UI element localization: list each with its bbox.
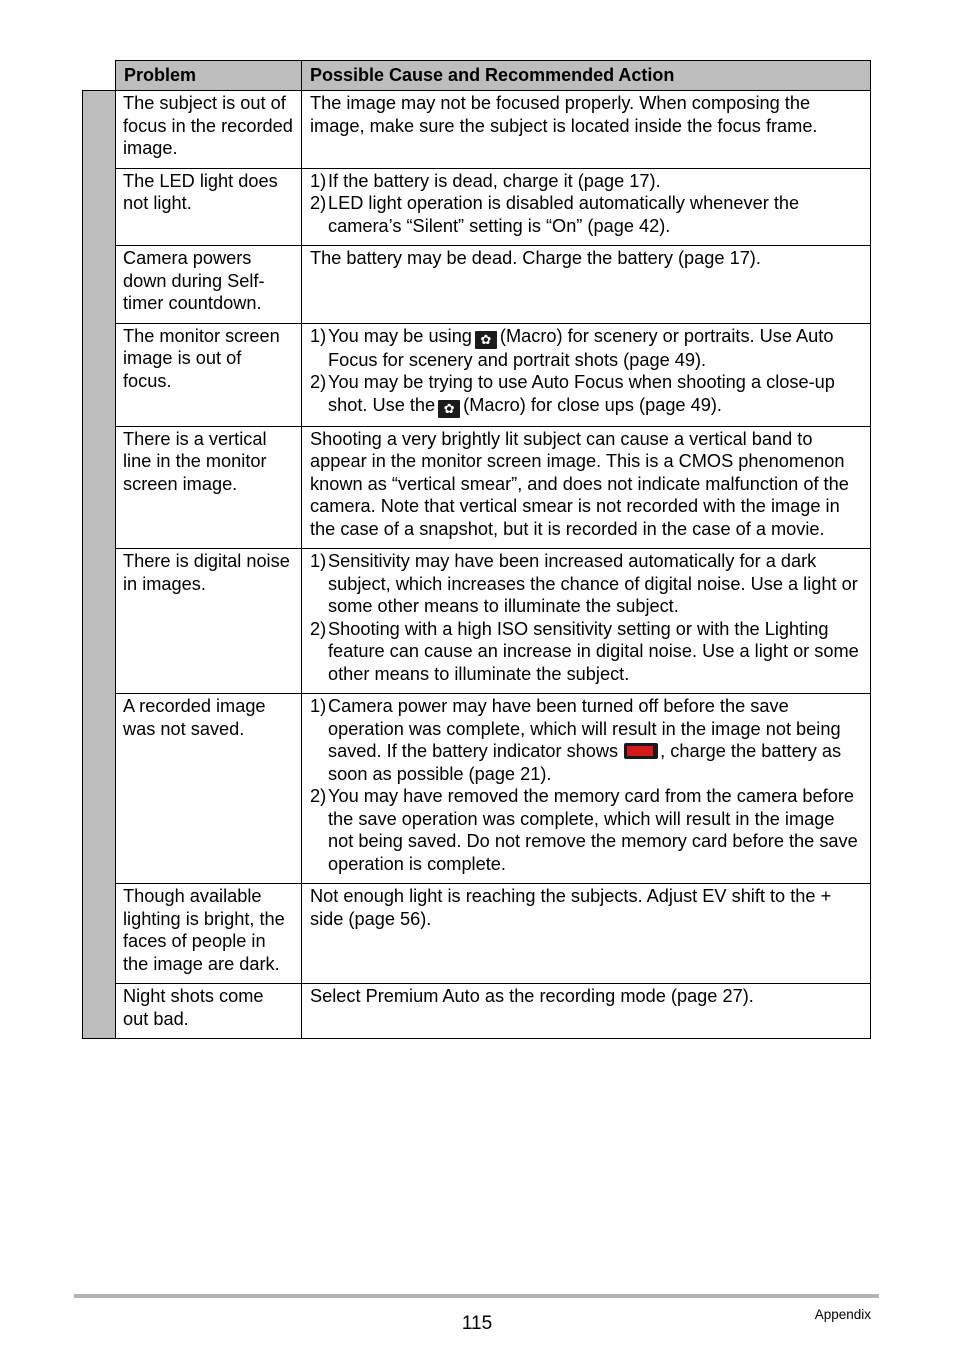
item-text: , charge the battery as soon as possible (page 21). (328, 741, 842, 784)
action-item (310, 170, 862, 193)
item-text: You may have removed the memory card from the camera before the save operation was complete, which will result in the image not being saved. Do not remove the memory card before the save operation is complete. (328, 786, 858, 874)
macro-icon: ✿ (438, 400, 460, 418)
action-item (310, 371, 862, 418)
action-item (310, 550, 862, 618)
action-cell (302, 168, 871, 246)
table-row (83, 884, 871, 984)
item-number: 2) (310, 618, 327, 639)
problem-cell: A recorded image was not saved. (116, 694, 302, 884)
macro-icon: ✿ (475, 331, 497, 349)
table-row (83, 984, 871, 1039)
action-cell: The battery may be dead. Charge the battery (page 17). (302, 246, 871, 324)
page-number: 115 (461, 1313, 493, 1334)
problem-cell: Though available lighting is bright, the faces of people in the image are dark. (116, 884, 302, 984)
table-row (83, 168, 871, 246)
problem-cell: There is a vertical line in the monitor screen image. (116, 426, 302, 549)
problem-cell: Camera powers down during Self-timer countdown. (116, 246, 302, 324)
header-problem: Problem (116, 61, 302, 91)
item-number: 1) (310, 170, 327, 191)
problem-cell: The LED light does not light. (116, 168, 302, 246)
action-cell: Select Premium Auto as the recording mode (page 27). (302, 984, 871, 1039)
problem-cell: The monitor screen image is out of focus. (116, 323, 302, 426)
item-text: Sensitivity may have been increased automatically for a dark subject, which increases the chance of digital noise. Use a light or some other means to illuminate the subject. (328, 551, 858, 616)
item-number: 2) (310, 372, 327, 392)
action-item (310, 695, 862, 785)
item-text: You may be using (328, 325, 472, 346)
action-cell (302, 323, 871, 426)
table-row (83, 323, 871, 426)
battery-low-icon (624, 743, 658, 759)
problem-cell: The subject is out of focus in the recorded image. (116, 91, 302, 169)
action-cell: Not enough light is reaching the subjects. Adjust EV shift to the + side (page 56). (302, 884, 871, 984)
table-row (83, 694, 871, 884)
action-item (310, 325, 862, 372)
table-row (83, 91, 871, 169)
action-cell (302, 549, 871, 694)
action-item (310, 785, 862, 875)
problem-cell: There is digital noise in images. (116, 549, 302, 694)
side-tab-blank (83, 61, 116, 91)
action-item (310, 192, 862, 237)
item-text: You may be trying to use Auto Focus when shooting a close-up shot. Use the (328, 372, 835, 415)
item-text: (Macro) for scenery or portraits. Use Auto Focus for scenery and portrait shots (page 49). (328, 325, 834, 370)
action-item (310, 618, 862, 686)
item-number: 2) (310, 786, 327, 806)
item-number: 1) (310, 696, 327, 716)
problem-cell: Night shots come out bad. (116, 984, 302, 1039)
table-row (83, 246, 871, 324)
item-text: If the battery is dead, charge it (page 17). (328, 170, 661, 191)
item-number: 1) (310, 325, 327, 346)
item-text: Camera power may have been turned off before the save operation was complete, which will result in the image not being saved. If the battery indicator shows (328, 696, 841, 761)
header-action: Possible Cause and Recommended Action (302, 61, 871, 91)
item-text: (Macro) for close ups (page 49). (463, 394, 722, 415)
table-header-row (83, 61, 871, 91)
troubleshooting-table (82, 60, 871, 1039)
side-tab (83, 91, 116, 1039)
table-row (83, 426, 871, 549)
action-cell (302, 694, 871, 884)
item-text: LED light operation is disabled automatically whenever the camera’s “Silent” setting is “On” (page 42). (328, 193, 800, 236)
item-number: 2) (310, 193, 327, 213)
item-number: 1) (310, 551, 327, 571)
item-text: Shooting with a high ISO sensitivity setting or with the Lighting feature can cause an increase in digital noise. Use a light or some other means to illuminate the subject. (328, 618, 859, 684)
footer-rule (74, 1294, 879, 1298)
action-cell: Shooting a very brightly lit subject can cause a vertical band to appear in the monitor screen image. This is a CMOS phenomenon known as “vertical smear”, and does not indicate malfunction of the camera. Note that vertical smear is not recorded with the image in the case of a snapshot, but it is recorded in the case of a movie. (302, 426, 871, 549)
action-cell: The image may not be focused properly. When composing the image, make sure the subject is located inside the focus frame. (302, 91, 871, 169)
table-row (83, 549, 871, 694)
section-label: Appendix (814, 1307, 871, 1322)
